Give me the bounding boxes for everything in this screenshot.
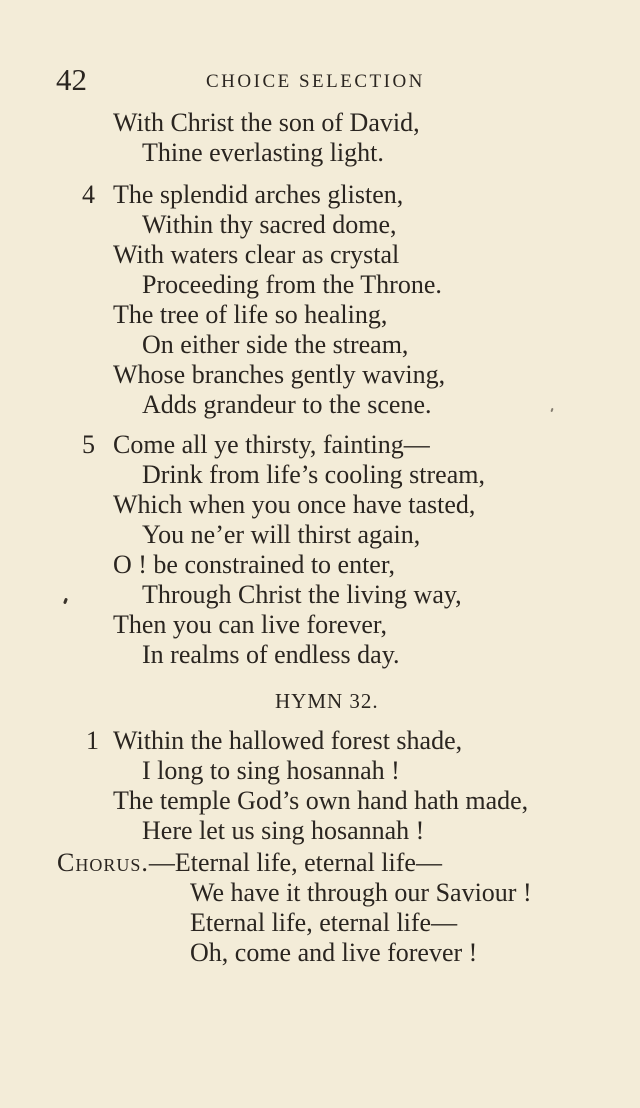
verse-line: In realms of endless day. bbox=[142, 640, 400, 669]
running-head: CHOICE SELECTION bbox=[206, 71, 425, 92]
verse-line: Adds grandeur to the scene. bbox=[142, 390, 432, 419]
verse-line: The tree of life so healing, bbox=[113, 300, 388, 329]
stanza-number: 5 bbox=[82, 430, 95, 459]
verse-line: —Eternal life, eternal life— bbox=[148, 848, 442, 877]
stanza-number: 4 bbox=[82, 180, 95, 209]
verse-line: I long to sing hosannah ! bbox=[142, 756, 400, 785]
chorus-first-line bbox=[57, 848, 442, 878]
verse-line: Within the hallowed forest shade, bbox=[113, 726, 463, 755]
verse-line: Here let us sing hosannah ! bbox=[142, 816, 425, 845]
verse-line: Thine everlasting light. bbox=[142, 138, 384, 167]
verse-line: Through Christ the living way, bbox=[142, 580, 462, 609]
verse-line: With Christ the son of David, bbox=[113, 108, 420, 137]
verse-line: Whose branches gently waving, bbox=[113, 360, 446, 389]
verse-line: Then you can live forever, bbox=[113, 610, 388, 639]
chorus-label: Chorus. bbox=[57, 848, 149, 877]
verse-line: Drink from life’s cooling stream, bbox=[142, 460, 485, 489]
page-number: 42 bbox=[56, 62, 87, 97]
verse-line: On either side the stream, bbox=[142, 330, 409, 359]
verse-line: Come all ye thirsty, fainting— bbox=[113, 430, 430, 459]
verse-line: Oh, come and live forever ! bbox=[190, 938, 478, 967]
page-header bbox=[56, 62, 596, 102]
verse-line: Which when you once have tasted, bbox=[113, 490, 476, 519]
paper-speck bbox=[63, 598, 68, 605]
verse-line: Within thy sacred dome, bbox=[142, 210, 397, 239]
verse-line: Eternal life, eternal life— bbox=[190, 908, 458, 937]
verse-line: You ne’er will thirst again, bbox=[142, 520, 421, 549]
verse-line: O ! be constrained to enter, bbox=[113, 550, 395, 579]
verse-line: The splendid arches glisten, bbox=[113, 180, 404, 209]
verse-line: With waters clear as crystal bbox=[113, 240, 400, 269]
hymn-title: HYMN 32. bbox=[275, 689, 379, 713]
verse-line: The temple God’s own hand hath made, bbox=[113, 786, 529, 815]
stanza-number: 1 bbox=[86, 726, 99, 755]
verse-line: We have it through our Saviour ! bbox=[190, 878, 532, 907]
verse-line: Proceeding from the Throne. bbox=[142, 270, 442, 299]
paper-speck bbox=[550, 408, 553, 412]
